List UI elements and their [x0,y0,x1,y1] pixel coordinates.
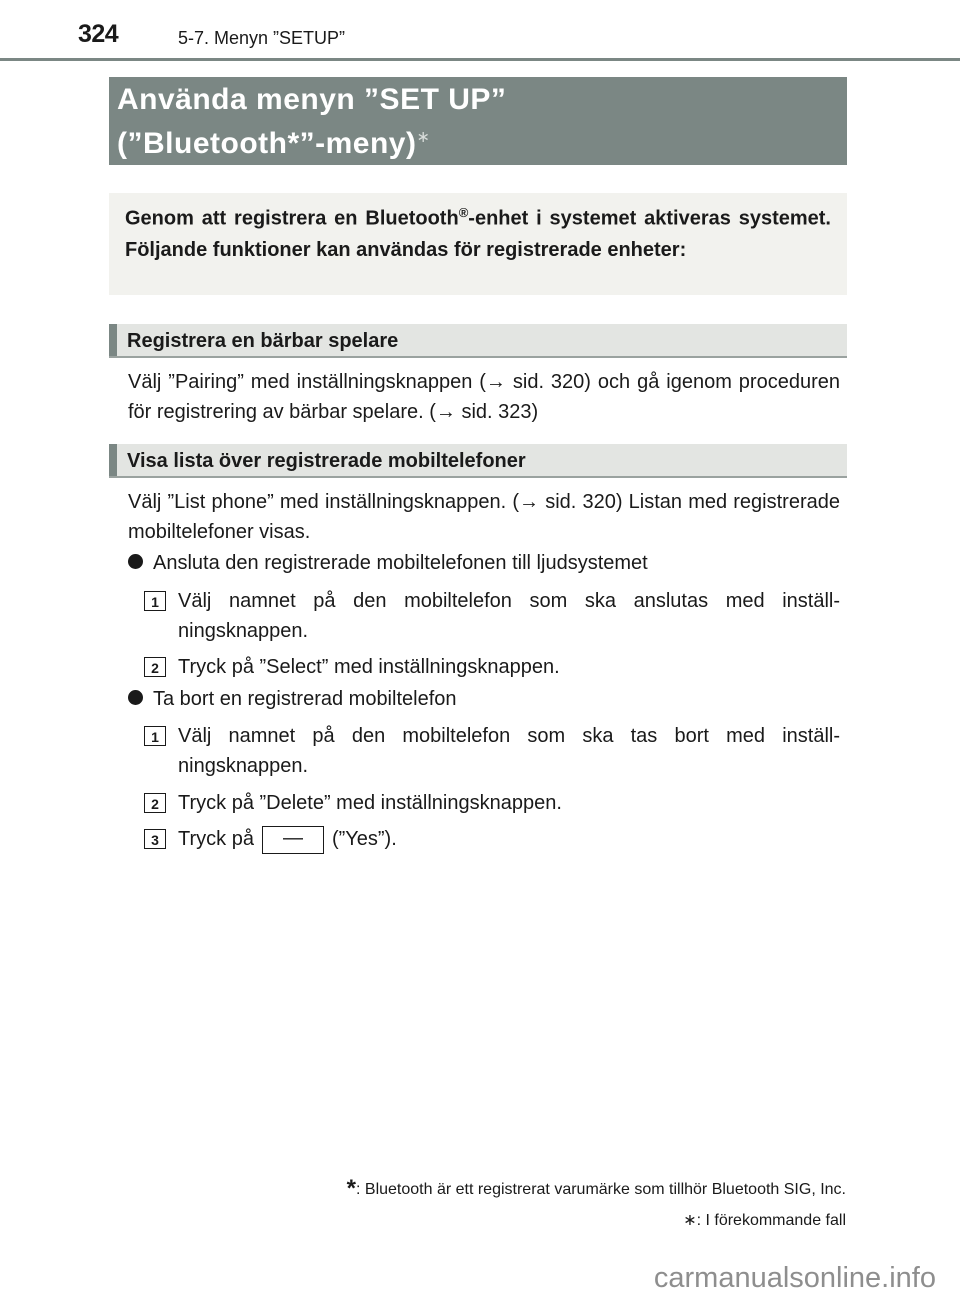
bullet-icon [128,690,143,705]
section-heading-register-player: Registrera en bärbar spelare [109,324,847,358]
step-text: (”Yes”). [331,828,397,850]
watermark: carmanualsonline.info [653,1262,936,1294]
bullet-delete [128,684,457,714]
bullet-connect [128,548,648,578]
step-text: Tryck på ”Select” med inställningsknappen. [178,656,560,678]
asterisk: * [346,1175,356,1202]
step-number: 2 [144,657,166,677]
step-item [144,824,840,854]
footnote-bluetooth [347,1175,846,1203]
step-item [144,721,840,781]
title-line-2: (”Bluetooth*”-meny) [117,127,417,160]
intro-text: Genom att registrera en Bluetooth [125,207,459,230]
bullet-label: Ansluta den registrerade mobiltelefonen till ljudsystemet [153,552,648,574]
registered-mark: ® [458,205,469,220]
step-text: Välj namnet på den mobiltelefon som ska anslutas med inställ-ningsknappen. [178,590,840,642]
breadcrumb: 5-7. Menyn ”SETUP” [178,28,346,48]
title-line-1: Använda menyn ”SET UP” [117,83,507,116]
step-text: Välj namnet på den mobiltelefon som ska tas bort med inställ-ningsknappen. [178,725,840,777]
intro-text-cont: -enhet i systemet aktiveras systemet. Följande funktioner kan användas för registrerade enheter: [125,207,831,261]
step-number: 1 [144,726,166,746]
step-text: Tryck på ”Delete” med inställningsknappen. [178,792,562,814]
optional-mark: ∗ [416,129,431,146]
yes-button-illustration: — [262,826,324,854]
step-text: Tryck på [178,828,254,850]
page-number: 324 [78,20,119,48]
section-heading-phone-list: Visa lista över registrerade mobiltelefoner [109,444,847,478]
footnote-text: : Bluetooth är ett registrerat varumärke som tillhör Bluetooth SIG, Inc. [356,1181,846,1198]
intro-box [109,193,847,295]
section-text-phone-list: Välj ”List phone” med inställningsknappen. (→ sid. 320) Listan med registrerade mobiltelefoner visas. [128,491,840,543]
step-number: 2 [144,793,166,813]
step-number: 1 [144,591,166,611]
bullet-icon [128,554,143,569]
header-divider [0,58,960,61]
step-number: 3 [144,829,166,849]
section-text-register-player: Välj ”Pairing” med inställningsknappen (→ sid. 320) och gå igenom proceduren för registrering av bärbar spelare. (→ sid. 323) [128,371,840,423]
page-title [109,77,847,165]
step-item [144,586,840,646]
step-item [144,788,840,818]
footnote-optional: ∗: I förekommande fall [683,1212,846,1229]
bullet-label: Ta bort en registrerad mobiltelefon [153,688,457,710]
step-item [144,652,840,682]
